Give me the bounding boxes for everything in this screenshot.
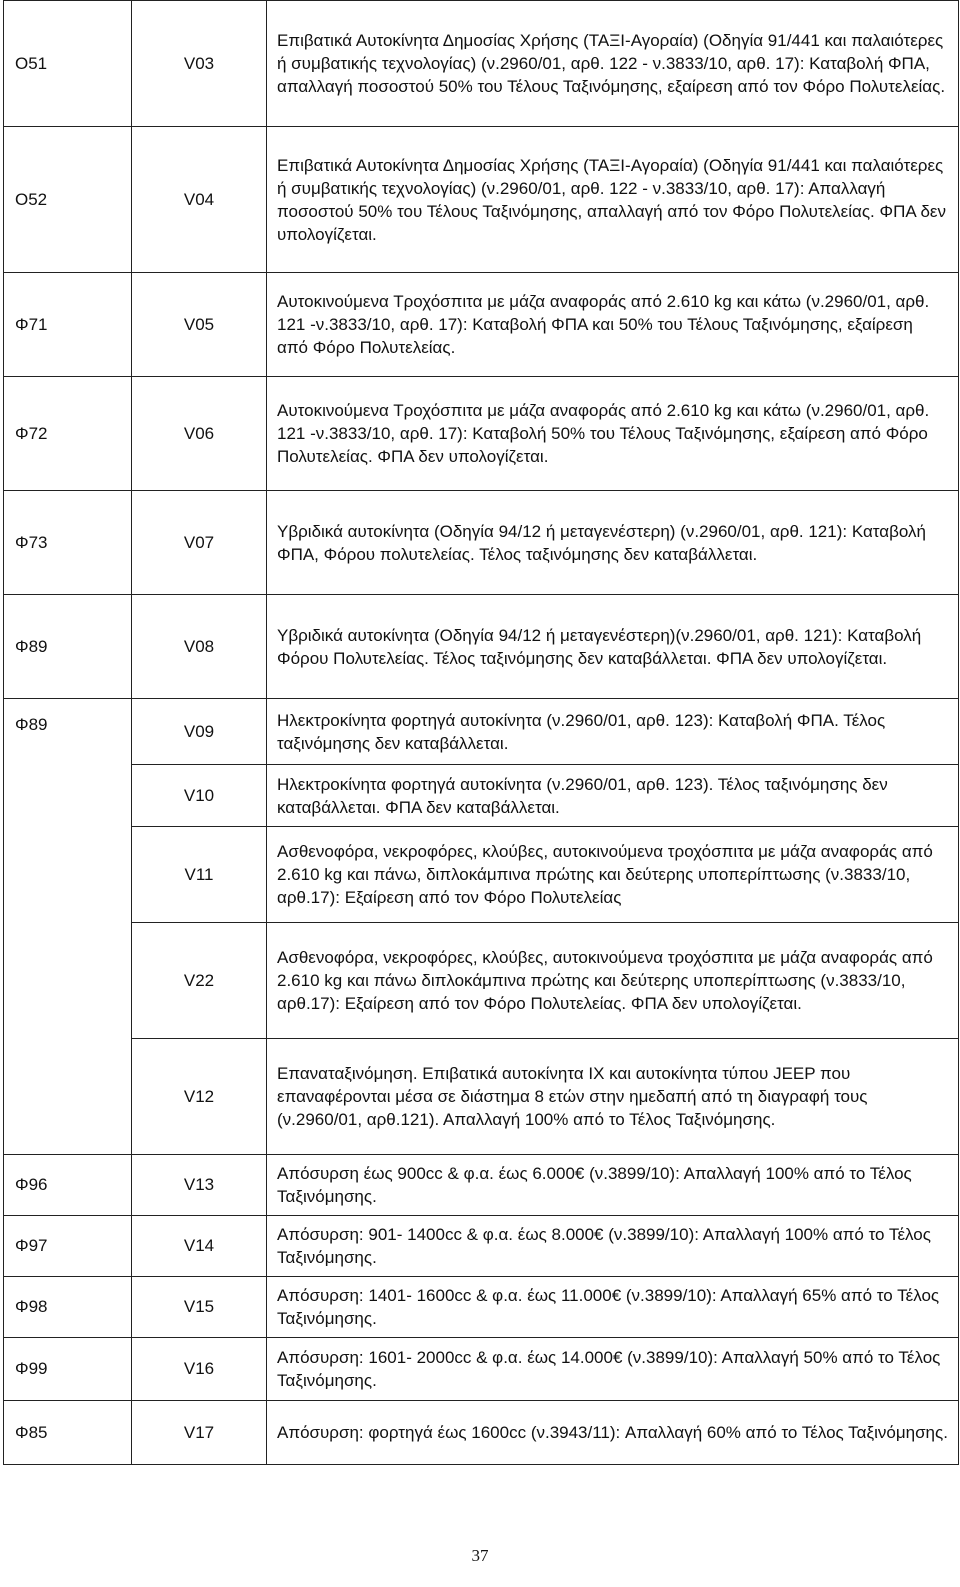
description: Επαναταξινόμηση. Επιβατικά αυτοκίνητα ΙΧ και αυτοκίνητα τύπου JEEP που επαναφέρονται μέσα σε διάστημα 8 ετών στην ημεδαπή από τη διαγραφή τους (ν.2960/01, αρθ.121). Απαλλαγή 100% από το Τέλος Ταξινόμησης.	[267, 1039, 959, 1155]
code-secondary: V13	[132, 1155, 267, 1216]
code-primary: Φ89	[4, 699, 132, 1155]
description: Απόσυρση έως 900cc & φ.α. έως 6.000€ (ν.3899/10): Απαλλαγή 100% από το Τέλος Ταξινόμησης.	[267, 1155, 959, 1216]
table-row	[4, 923, 959, 1039]
description: Επιβατικά Αυτοκίνητα Δημοσίας Χρήσης (ΤΑΞΙ-Αγοραία) (Οδηγία 91/441 και παλαιότερες ή συμβατικής τεχνολογίας) (ν.2960/01, αρθ. 122 - ν.3833/10, αρθ. 17): Απαλλαγή ποσοστού 50% του Τέλους Ταξινόμησης, απαλλαγή από τον Φόρο Πολυτελείας. ΦΠΑ δεν υπολογίζεται.	[267, 127, 959, 273]
page-number: 37	[471, 1546, 489, 1565]
description: Ασθενοφόρα, νεκροφόρες, κλούβες, αυτοκινούμενα τροχόσπιτα με μάζα αναφοράς από 2.610 kg και πάνω διπλοκάμπινα πρώτης και δεύτερης υποπερίπτωσης (ν.3833/10, αρθ.17): Εξαίρεση από τον Φόρο Πολυτελείας. ΦΠΑ δεν υπολογίζεται.	[267, 923, 959, 1039]
table-row	[4, 595, 959, 699]
description: Απόσυρση: 901- 1400cc & φ.α. έως 8.000€ (ν.3899/10): Απαλλαγή 100% από το Τέλος Ταξινόμησης.	[267, 1216, 959, 1277]
code-primary: Ο51	[4, 1, 132, 127]
table-row	[4, 273, 959, 377]
description: Απόσυρση: 1401- 1600cc & φ.α. έως 11.000€ (ν.3899/10): Απαλλαγή 65% από το Τέλος Ταξινόμησης.	[267, 1277, 959, 1338]
code-secondary: V04	[132, 127, 267, 273]
code-secondary: V07	[132, 491, 267, 595]
description: Αυτοκινούμενα Τροχόσπιτα με μάζα αναφοράς από 2.610 kg και κάτω (ν.2960/01, αρθ. 121 -ν.3833/10, αρθ. 17): Καταβολή 50% του Τέλους Ταξινόμησης, εξαίρεση από Φόρο Πολυτελείας. ΦΠΑ δεν υπολογίζεται.	[267, 377, 959, 491]
code-secondary: V05	[132, 273, 267, 377]
table-row	[4, 827, 959, 923]
code-primary: Φ73	[4, 491, 132, 595]
code-secondary: V11	[132, 827, 267, 923]
code-primary: Φ89	[4, 595, 132, 699]
description: Υβριδικά αυτοκίνητα (Οδηγία 94/12 ή μεταγενέστερη)(ν.2960/01, αρθ. 121): Καταβολή Φόρου Πολυτελείας. Τέλος ταξινόμησης δεν καταβάλλεται. ΦΠΑ δεν υπολογίζεται.	[267, 595, 959, 699]
description: Επιβατικά Αυτοκίνητα Δημοσίας Χρήσης (ΤΑΞΙ-Αγοραία) (Οδηγία 91/441 και παλαιότερες ή συμβατικής τεχνολογίας) (ν.2960/01, αρθ. 122 - ν.3833/10, αρθ. 17): Καταβολή ΦΠΑ, απαλλαγή ποσοστού 50% του Τέλους Ταξινόμησης, εξαίρεση από τον Φόρο Πολυτελείας.	[267, 1, 959, 127]
table-row	[4, 377, 959, 491]
code-secondary: V15	[132, 1277, 267, 1338]
code-secondary: V03	[132, 1, 267, 127]
code-secondary: V12	[132, 1039, 267, 1155]
description: Αυτοκινούμενα Τροχόσπιτα με μάζα αναφοράς από 2.610 kg και κάτω (ν.2960/01, αρθ. 121 -ν.3833/10, αρθ. 17): Καταβολή ΦΠΑ και 50% του Τέλους Ταξινόμησης, εξαίρεση από Φόρο Πολυτελείας.	[267, 273, 959, 377]
description: Απόσυρση: φορτηγά έως 1600cc (ν.3943/11): Απαλλαγή 60% από το Τέλος Ταξινόμησης.	[267, 1401, 959, 1465]
code-secondary: V09	[132, 699, 267, 765]
code-primary: Φ97	[4, 1216, 132, 1277]
code-secondary: V06	[132, 377, 267, 491]
code-primary: Φ96	[4, 1155, 132, 1216]
code-secondary: V16	[132, 1338, 267, 1401]
code-primary: Φ99	[4, 1338, 132, 1401]
description: Απόσυρση: 1601- 2000cc & φ.α. έως 14.000€ (ν.3899/10): Απαλλαγή 50% από το Τέλος Ταξινόμησης.	[267, 1338, 959, 1401]
table-row	[4, 1277, 959, 1338]
description: Ασθενοφόρα, νεκροφόρες, κλούβες, αυτοκινούμενα τροχόσπιτα με μάζα αναφοράς από 2.610 kg και πάνω, διπλοκάμπινα πρώτης και δεύτερης υποπερίπτωσης (ν.3833/10, αρθ.17): Εξαίρεση από τον Φόρο Πολυτελείας	[267, 827, 959, 923]
table-row	[4, 1, 959, 127]
code-secondary: V14	[132, 1216, 267, 1277]
table-row	[4, 127, 959, 273]
table-row	[4, 765, 959, 827]
code-secondary: V08	[132, 595, 267, 699]
code-secondary: V17	[132, 1401, 267, 1465]
code-primary: Ο52	[4, 127, 132, 273]
code-primary: Φ71	[4, 273, 132, 377]
code-primary: Φ72	[4, 377, 132, 491]
description: Ηλεκτροκίνητα φορτηγά αυτοκίνητα (ν.2960/01, αρθ. 123): Καταβολή ΦΠΑ. Τέλος ταξινόμησης δεν καταβάλλεται.	[267, 699, 959, 765]
code-secondary: V10	[132, 765, 267, 827]
table-row	[4, 699, 959, 765]
description: Ηλεκτροκίνητα φορτηγά αυτοκίνητα (ν.2960/01, αρθ. 123). Τέλος ταξινόμησης δεν καταβάλλεται. ΦΠΑ δεν καταβάλλεται.	[267, 765, 959, 827]
table-row	[4, 1039, 959, 1155]
code-secondary: V22	[132, 923, 267, 1039]
code-primary: Φ98	[4, 1277, 132, 1338]
code-primary: Φ85	[4, 1401, 132, 1465]
codes-table	[3, 0, 959, 1465]
table-row	[4, 1338, 959, 1401]
table-row	[4, 491, 959, 595]
table-row	[4, 1155, 959, 1216]
table-row	[4, 1401, 959, 1465]
table-row	[4, 1216, 959, 1277]
description: Υβριδικά αυτοκίνητα (Οδηγία 94/12 ή μεταγενέστερη) (ν.2960/01, αρθ. 121): Καταβολή ΦΠΑ, Φόρου πολυτελείας. Τέλος ταξινόμησης δεν καταβάλλεται.	[267, 491, 959, 595]
